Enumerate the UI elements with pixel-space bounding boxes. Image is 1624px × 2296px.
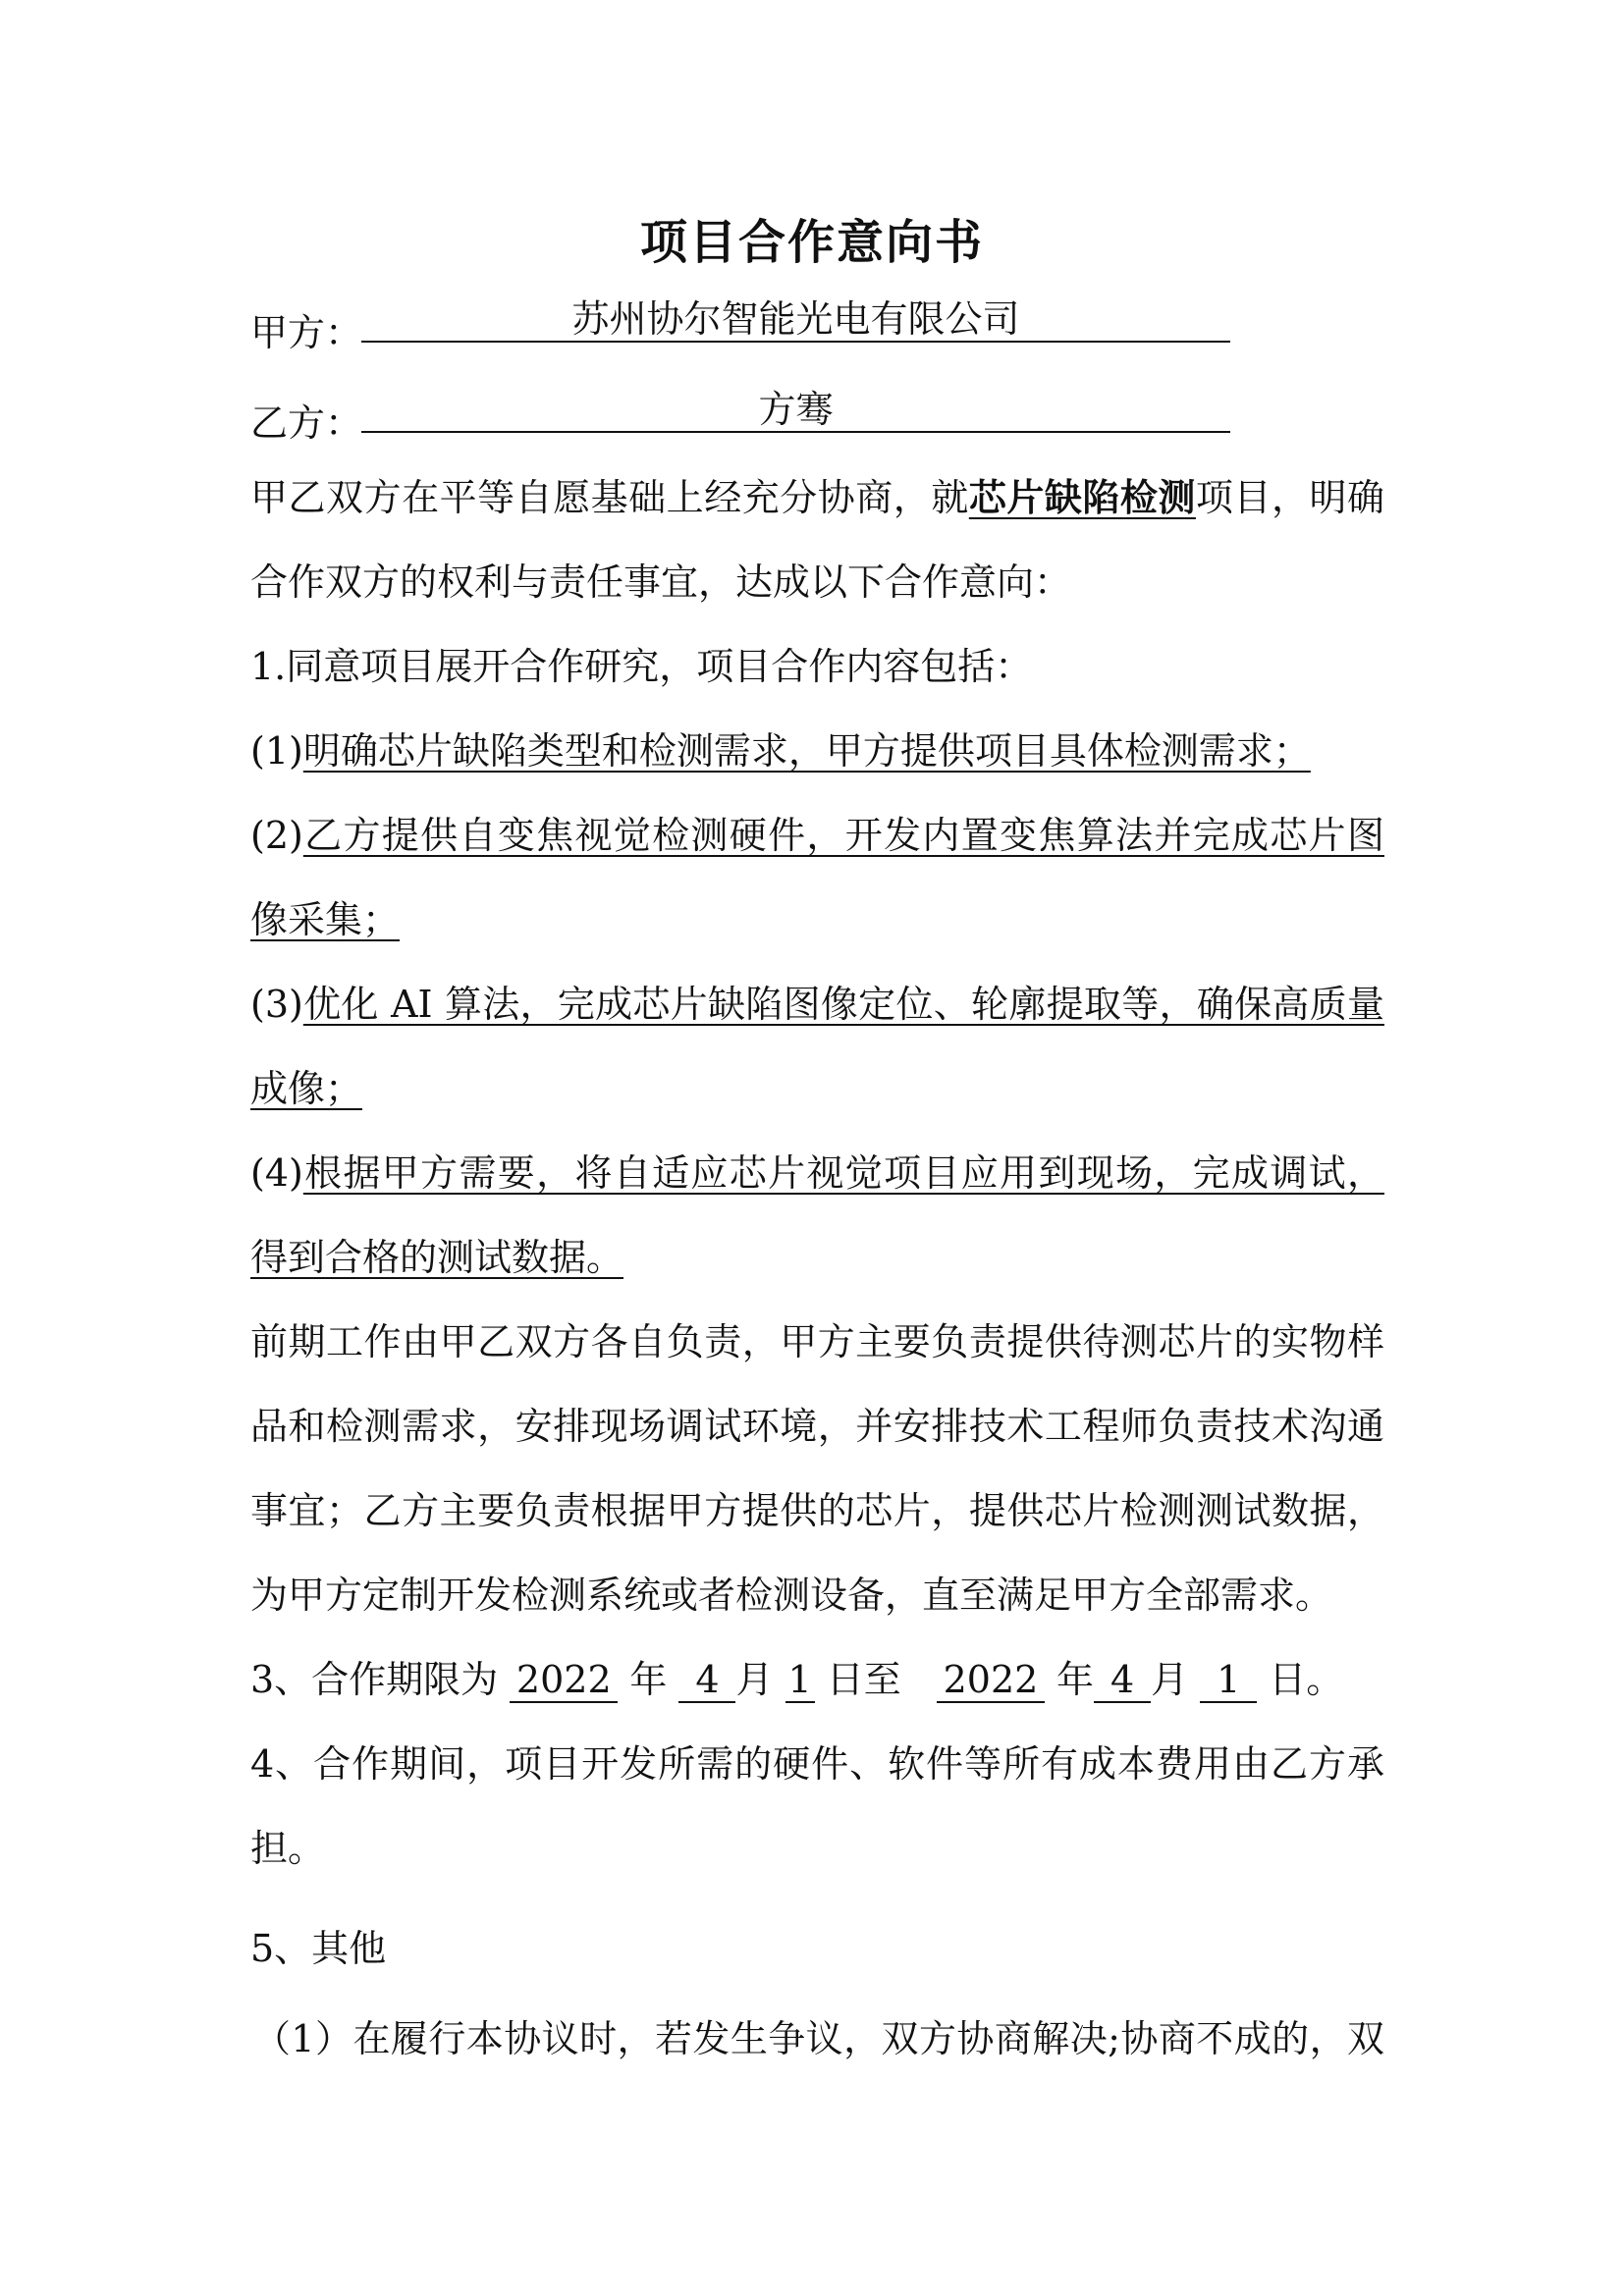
party-b-label: 乙方：	[250, 401, 363, 445]
year-label: 年	[1056, 1658, 1095, 1701]
preliminary-line-1: 前期工作由甲乙双方各自负责，甲方主要负责提供待测芯片的实物样	[250, 1320, 1384, 1363]
intro-after: 项目，明确	[1195, 476, 1384, 519]
end-label: 日。	[1269, 1658, 1344, 1701]
item-text: 成像；	[250, 1067, 363, 1110]
party-b-name: 方骞	[758, 388, 834, 431]
party-a-label: 甲方：	[250, 311, 363, 354]
clause1-item-1	[250, 729, 1311, 774]
item-text: 得到合格的测试数据。	[250, 1236, 624, 1279]
clause1-item-2	[250, 814, 1384, 859]
clause1-item-4-cont	[250, 1236, 623, 1281]
item-text: 明确芯片缺陷类型和检测需求，甲方提供项目具体检测需求；	[302, 729, 1311, 773]
end-year: 2022	[937, 1660, 1045, 1703]
party-a-field	[361, 299, 1230, 343]
term-prefix: 3、合作期限为	[250, 1658, 499, 1701]
document-title: 项目合作意向书	[639, 215, 984, 270]
item-number: (3)	[250, 983, 303, 1026]
day-to-label: 日至	[826, 1658, 901, 1701]
item-number: (1)	[250, 729, 303, 773]
clause5-item-1: （1）在履行本协议时，若发生争议，双方协商解决;协商不成的，双	[253, 2017, 1384, 2060]
clause1-item-3-cont	[250, 1067, 362, 1112]
end-day: 1	[1200, 1660, 1257, 1703]
intro-line-2: 合作双方的权利与责任事宜，达成以下合作意向：	[250, 561, 1072, 604]
clause1-item-2-cont	[250, 898, 400, 943]
clause1-heading: 1.同意项目展开合作研究，项目合作内容包括：	[250, 645, 1033, 688]
item-text: 优化 AI 算法，完成芯片缺陷图像定位、轮廓提取等，确保高质量	[302, 983, 1384, 1026]
month-label: 月	[1151, 1658, 1189, 1701]
start-year: 2022	[510, 1660, 618, 1703]
preliminary-line-4: 为甲方定制开发检测系统或者检测设备，直至满足甲方全部需求。	[250, 1574, 1333, 1617]
clause3-term	[250, 1658, 1343, 1703]
item-text: 根据甲方需要，将自适应芯片视觉项目应用到现场，完成调试，	[302, 1151, 1384, 1195]
item-number: (4)	[250, 1151, 303, 1195]
year-label: 年	[629, 1658, 668, 1701]
clause1-item-4	[250, 1151, 1384, 1197]
end-month: 4	[1094, 1660, 1151, 1703]
intro-line-1	[250, 476, 1384, 521]
clause5-heading: 5、其他	[250, 1927, 387, 1970]
item-number: (2)	[250, 814, 303, 857]
preliminary-line-3: 事宜；乙方主要负责根据甲方提供的芯片，提供芯片检测测试数据，	[250, 1489, 1384, 1532]
project-name: 芯片缺陷检测	[968, 476, 1196, 519]
start-month: 4	[678, 1660, 735, 1703]
clause1-item-3	[250, 983, 1384, 1028]
clause4-line-2: 担。	[250, 1827, 326, 1870]
month-label: 月	[735, 1658, 774, 1701]
intro-before: 甲乙双方在平等自愿基础上经充分协商，就	[250, 476, 969, 519]
party-a-name: 苏州协尔智能光电有限公司	[571, 297, 1020, 341]
item-text: 像采集；	[250, 898, 401, 941]
clause4-line-1: 4、合作期间，项目开发所需的硬件、软件等所有成本费用由乙方承	[250, 1742, 1384, 1786]
start-day: 1	[785, 1660, 815, 1703]
party-b-field	[361, 390, 1230, 433]
item-text: 乙方提供自变焦视觉检测硬件，开发内置变焦算法并完成芯片图	[302, 814, 1384, 857]
preliminary-line-2: 品和检测需求，安排现场调试环境，并安排技术工程师负责技术沟通	[250, 1405, 1384, 1448]
